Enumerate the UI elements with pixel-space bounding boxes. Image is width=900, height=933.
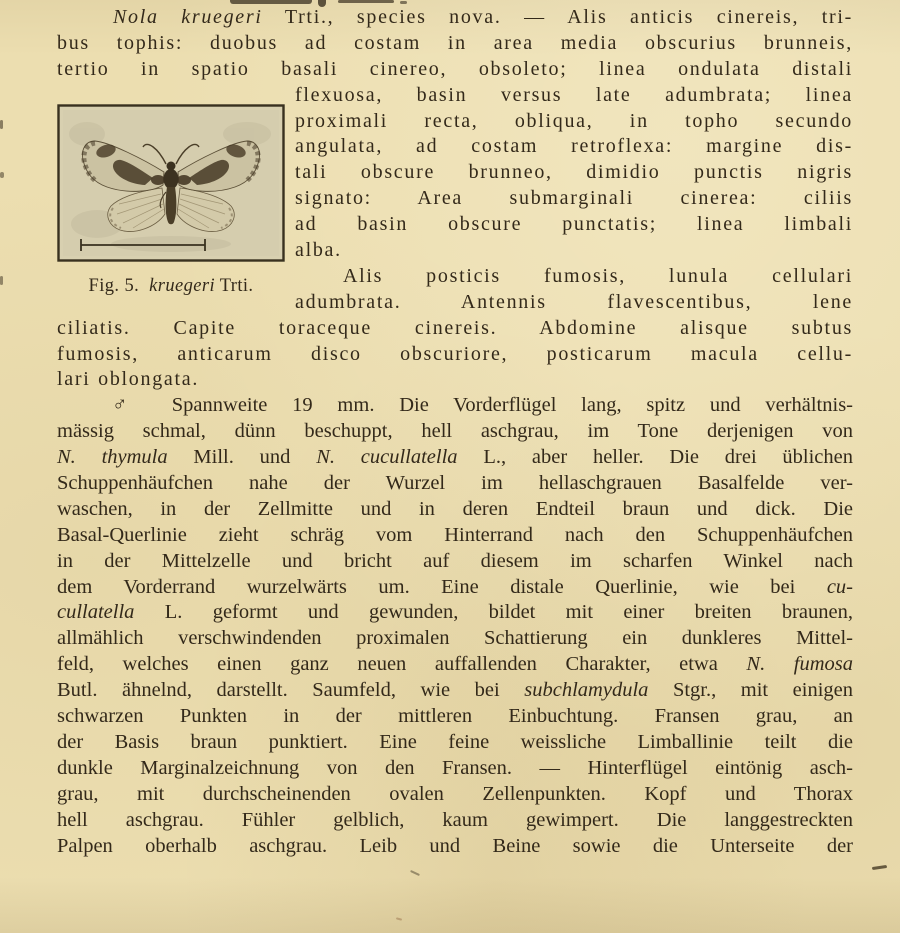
text-line [57, 730, 853, 756]
text-segment: lari oblongata. [57, 368, 200, 391]
text-line [57, 626, 853, 652]
text-segment: Schuppenhäufchen nahe der Wurzel im hellaschgrauen Basalfelde ver- [57, 472, 853, 495]
text-line [57, 471, 853, 497]
cropped-text-fragment [230, 0, 312, 4]
text-segment: schwarzen Punkten in der mittleren Einbuchtung. Fransen grau, an [57, 705, 853, 728]
text-segment: ciliatis. Capite toraceque cinereis. Abdomine alisque subtus [57, 316, 853, 339]
text-segment: adumbrata. Antennis flavescentibus, lene [295, 290, 853, 313]
text-segment: Butl. ähnelnd, darstellt. Saumfeld, wie bei [57, 679, 525, 702]
text-line [57, 419, 853, 445]
text-segment: Basal-Querlinie zieht schräg vom Hinterrand nach den Schuppenhäufchen [57, 523, 853, 546]
figure-caption-label: Fig. 5. [88, 276, 140, 296]
text-segment: in der Mittelzelle und bricht auf diesem im scharfen Winkel nach [57, 549, 853, 572]
figure-caption-species: kruegeri [149, 276, 216, 296]
text-line [57, 316, 853, 342]
text-line [57, 575, 853, 601]
text-segment: Nola kruegeri [113, 6, 263, 28]
scan-artifact [410, 870, 420, 876]
text-line [57, 57, 853, 83]
scan-artifact [0, 172, 4, 178]
text-line [295, 264, 853, 290]
text-segment: mässig schmal, dünn beschuppt, hell aschgrau, im Tone derjenigen von [57, 420, 853, 443]
text-segment: Palpen oberhalb aschgrau. Leib und Beine sowie die Unterseite der [57, 834, 853, 857]
text-line [57, 808, 853, 834]
text-segment: hell aschgrau. Fühler gelblich, kaum gewimpert. Die langgestreckten [57, 808, 853, 831]
text-segment: grau, mit durchscheinenden ovalen Zellenpunkten. Kopf und Thorax [57, 782, 853, 805]
scan-artifact [396, 917, 402, 920]
text-segment: ♂ Spannweite 19 mm. Die Vorderflügel lang, spitz und verhältnis- [112, 394, 853, 417]
text-segment: waschen, in der Zellmitte und in deren Endteil braun und dick. Die [57, 497, 853, 520]
text-line [295, 83, 853, 109]
text-segment: dunkle Marginalzeichnung von den Fransen. — Hinterflügel eintönig asch- [57, 756, 853, 779]
text-line [57, 704, 853, 730]
figure-caption-author: Trti. [219, 276, 254, 296]
text-segment: der Basis braun punktiert. Eine feine weissliche Limballinie teilt die [57, 730, 853, 753]
text-line [57, 342, 853, 368]
text-line [295, 186, 853, 212]
text-line [57, 834, 853, 860]
figure-caption [57, 276, 285, 297]
text-line [295, 160, 853, 186]
text-line [57, 5, 853, 31]
text-segment: signato: Area submarginali cinerea: ciliis [295, 187, 853, 210]
text-line [57, 367, 853, 393]
text-segment: ad basin obscure punctatis; linea limbali [295, 213, 853, 236]
text-segment: bus tophis: duobus ad costam in area media obscurius brunneis, [57, 31, 853, 54]
text-segment: L. geformt und gewunden, bildet mit einer breiten braunen, [134, 601, 853, 624]
text-line [57, 31, 853, 57]
text-line [295, 290, 853, 316]
scan-artifact [0, 276, 3, 285]
text-segment: fumosis, anticarum disco obscuriore, posticarum macula cellu- [57, 342, 853, 365]
text-segment: allmählich verschwindenden proximalen Schattierung ein dunkleres Mittel- [57, 627, 853, 650]
text-line [57, 497, 853, 523]
text-line [57, 445, 853, 471]
text-segment: feld, welches einen ganz neuen auffallenden Charakter, etwa [57, 653, 747, 676]
text-segment: flexuosa, basin versus late adumbrata; linea [295, 83, 853, 106]
scan-artifact [872, 865, 887, 870]
text-segment: Stgr., mit einigen [648, 679, 854, 702]
cropped-text-fragment [400, 1, 407, 4]
text-line [295, 212, 853, 238]
text-line [295, 238, 853, 264]
text-segment: alba. [295, 239, 342, 262]
text-segment: angulata, ad costam retroflexa: margine dis- [295, 135, 853, 158]
text-segment: N. thymula [57, 446, 168, 469]
text-line [57, 756, 853, 782]
scan-artifact [0, 120, 3, 129]
text-line [295, 109, 853, 135]
text-line [57, 652, 853, 678]
cropped-text-fragment [338, 0, 394, 3]
text-line [57, 549, 853, 575]
text-segment: tali obscure brunneo, dimidio punctis nigris [295, 161, 853, 184]
text-segment: cullatella [57, 601, 135, 624]
text-segment: cu- [826, 575, 853, 598]
text-segment: L., aber heller. Die drei üblichen [457, 446, 854, 469]
text-segment: Mill. und [167, 446, 317, 469]
text-segment: tertio in spatio basali cinereo, obsoleto; linea ondulata distali [57, 57, 853, 80]
text-segment: Alis posticis fumosis, lunula cellulari [343, 264, 853, 287]
text-segment: proximali recta, obliqua, in topho secundo [295, 109, 853, 132]
text-line [295, 134, 853, 160]
text-segment: N. fumosa [746, 653, 854, 676]
text-segment: subchlamydula [524, 679, 649, 702]
text-line [57, 393, 853, 419]
text-segment: dem Vorderrand wurzelwärts um. Eine distale Querlinie, wie bei [57, 575, 827, 598]
text-line [57, 782, 853, 808]
text-segment: N. cucullatella [316, 446, 458, 469]
text-segment: Trti., species nova. — Alis anticis cinereis, tri- [262, 6, 853, 28]
text-line [57, 678, 853, 704]
text-line [57, 523, 853, 549]
moth-illustration [57, 104, 285, 262]
text-line [57, 600, 853, 626]
figure-5 [57, 104, 285, 262]
